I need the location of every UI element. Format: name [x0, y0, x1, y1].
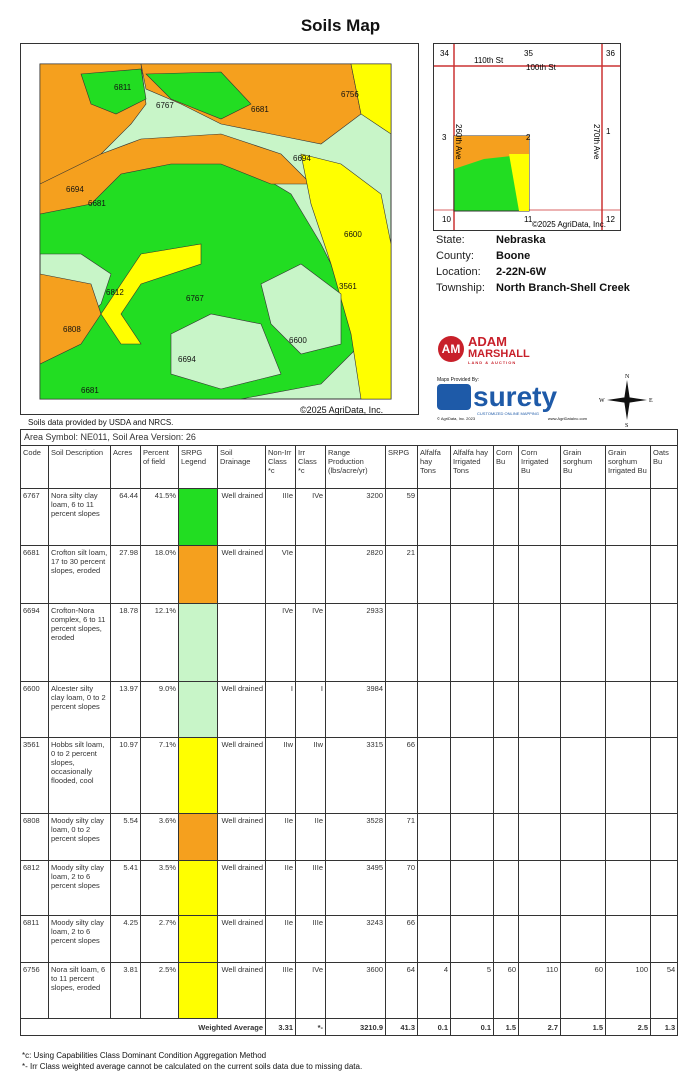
weighted-irr: *- — [296, 1019, 326, 1036]
weighted-range: 3210.9 — [326, 1019, 386, 1036]
crop-yield — [561, 546, 606, 604]
column-header: Percent of field — [141, 446, 179, 489]
non-irr-class: IIe — [266, 916, 296, 963]
srpg-legend-swatch — [179, 963, 218, 1019]
crop-yield — [606, 489, 651, 546]
crop-yield — [651, 738, 678, 814]
section-number: 35 — [524, 49, 533, 58]
irr-class: IVe — [296, 604, 326, 682]
soil-drainage: Well drained — [218, 861, 266, 916]
irr-class: IIw — [296, 738, 326, 814]
weighted-average-label: Weighted Average — [21, 1019, 266, 1036]
non-irr-class: IVe — [266, 604, 296, 682]
info-value: 2-22N-6W — [496, 266, 547, 278]
soil-code: 6600 — [21, 682, 49, 738]
srpg-legend-swatch — [179, 682, 218, 738]
table-row — [21, 814, 678, 861]
range-production: 3600 — [326, 963, 386, 1019]
logo-text: LAND & AUCTION — [468, 360, 517, 365]
surety-logo — [437, 377, 587, 421]
crop-yield — [494, 916, 519, 963]
srpg-legend-swatch — [179, 604, 218, 682]
soil-code: 6811 — [21, 916, 49, 963]
crop-yield — [651, 546, 678, 604]
range-production: 3984 — [326, 682, 386, 738]
weighted-crop-yield: 1.3 — [651, 1019, 678, 1036]
map-label: 6767 — [186, 294, 204, 303]
section-number: 34 — [440, 49, 449, 58]
range-production: 3200 — [326, 489, 386, 546]
column-header: SRPG Legend — [179, 446, 218, 489]
table-row — [21, 489, 678, 546]
section-number: 2 — [526, 133, 531, 142]
location-inset-map — [433, 43, 621, 231]
crop-yield: 5 — [451, 963, 494, 1019]
crop-yield — [519, 682, 561, 738]
irr-class: IIIe — [296, 861, 326, 916]
info-label: Location: — [436, 266, 481, 278]
acres: 18.78 — [111, 604, 141, 682]
soil-description: Nora silt loam, 6 to 11 percent slopes, eroded — [49, 963, 111, 1019]
crop-yield — [451, 546, 494, 604]
section-number: 12 — [606, 215, 615, 224]
irr-class: IIe — [296, 814, 326, 861]
road-label: 110th St — [474, 56, 504, 65]
column-header: Oats Bu — [651, 446, 678, 489]
crop-yield — [494, 546, 519, 604]
column-header: Grain sorghum Irrigated Bu — [606, 446, 651, 489]
info-label: State: — [436, 234, 465, 246]
crop-yield — [606, 861, 651, 916]
soil-drainage — [218, 604, 266, 682]
soils-map-page: Soils Map 6811 6767 6681 6756 6694 6694 6681 6600 3561 6812 6767 6808 6694 6600 6681 ©2025 AgriData, Inc. 34 35 36 3 2 1 10 11 12 110th St 100th St 260th Ave 270th Ave ©2025 AgriData, Inc. State: Nebraska County: Boone Location: 2-22N-6W Township: North Branch-Shell Creek AM ADAM MARSHALL LAND & AUCTION Maps Provided By: surety CUSTOMIZED ONLINE MAPPING © AgriData, Inc. 2023 www.AgriDataInc.com N S W E Soils data provided by USDA and NRCS. Area Symbol: NE011, Soil Area Version: 26 Code Soil Description Acres Percent of field SRPG Legend Soil Drainage Non-Irr Class *c Irr Class *c Range Production (lbs/acre/yr) SRPG Alfalfa hay Tons Alfalfa hay Irrigated Tons Corn Bu Corn Irrigated Bu Grain sorghum Bu Grain sorghum Irrigated Bu Oats Bu 6767 Nora silty clay loam, 6 to 11 percent slopes 64.44 41.5% Well drained IIIe IVe 3200 59 6681 Crofton silt loam, 17 to 30 percent slopes, eroded 27.98 18.0% Well drained VIe 2820 21 6694 Crofton-Nora complex, 6 to 11 percent slopes, eroded 18.78 12.1% IVe IVe 2933 6600 Alcester silty clay loam, 0 to 2 percent slopes 13.97 9.0% Well drained I I 3984 3561 Hobbs silt loam, 0 to 2 percent slopes, occasionally flooded, cool 10.97 7.1% Well drained IIw IIw 3315 66 6808 Moody silty clay loam, 0 to 2 percent slopes 5.54 3.6% Well drained IIe IIe 3528 71 6812 Moody silty clay loam, 2 to 6 percent slopes 5.41 3.5% Well drained IIe IIIe 3495 70 6811 Moody silty clay loam, 2 to 6 percent slopes 4.25 2.7% Well drained IIe IIIe 3243 66 6756 Nora silt loam, 6 to 11 percent slopes, eroded 3.81 2.5% Well drained IIIe IVe 3600 64 4 5 60 110 60 100 54 Weighted Average 3.31 *- 3210.9 41.3 0.1 0.1 1.5 2.7 1.5 2.5 1.3 *c: Using Capabilities Class Dominant Condition Aggregation Method *- Irr Class weighted average cannot be calculated on the current soils data due to missing data. — [0, 0, 681, 1080]
logo-text: Maps Provided By: — [437, 377, 479, 383]
soil-description: Hobbs silt loam, 0 to 2 percent slopes, occasionally flooded, cool — [49, 738, 111, 814]
crop-yield — [418, 738, 451, 814]
map-label: 6694 — [178, 355, 196, 364]
weighted-crop-yield: 2.5 — [606, 1019, 651, 1036]
footnotes — [22, 1050, 362, 1072]
crop-yield — [418, 916, 451, 963]
crop-yield — [651, 814, 678, 861]
soil-description: Moody silty clay loam, 2 to 6 percent slopes — [49, 916, 111, 963]
percent-of-field: 7.1% — [141, 738, 179, 814]
crop-yield — [651, 604, 678, 682]
crop-yield — [561, 814, 606, 861]
map-label: 6600 — [344, 230, 362, 239]
crop-yield — [451, 916, 494, 963]
srpg: 59 — [386, 489, 418, 546]
crop-yield — [561, 861, 606, 916]
srpg — [386, 604, 418, 682]
acres: 4.25 — [111, 916, 141, 963]
percent-of-field: 12.1% — [141, 604, 179, 682]
crop-yield — [451, 682, 494, 738]
column-header: Alfalfa hay Tons — [418, 446, 451, 489]
soil-description: Alcester silty clay loam, 0 to 2 percent slopes — [49, 682, 111, 738]
crop-yield — [561, 682, 606, 738]
logo-text: surety — [473, 381, 558, 412]
weighted-average-row — [21, 1019, 678, 1036]
info-value: Nebraska — [496, 234, 546, 246]
location-info — [436, 232, 630, 296]
logo-text: MARSHALL — [468, 348, 530, 360]
column-header: Irr Class *c — [296, 446, 326, 489]
percent-of-field: 2.7% — [141, 916, 179, 963]
weighted-crop-yield: 1.5 — [494, 1019, 519, 1036]
range-production: 3315 — [326, 738, 386, 814]
crop-yield — [418, 604, 451, 682]
compass-letter: S — [625, 423, 629, 428]
crop-yield — [418, 814, 451, 861]
crop-yield — [651, 489, 678, 546]
crop-yield — [519, 916, 561, 963]
percent-of-field: 3.6% — [141, 814, 179, 861]
crop-yield: 100 — [606, 963, 651, 1019]
soils-table — [20, 429, 678, 1036]
info-label: County: — [436, 250, 474, 262]
map-label: 3561 — [339, 282, 357, 291]
soil-drainage: Well drained — [218, 489, 266, 546]
weighted-crop-yield: 1.5 — [561, 1019, 606, 1036]
srpg: 71 — [386, 814, 418, 861]
crop-yield — [606, 604, 651, 682]
column-header: Corn Irrigated Bu — [519, 446, 561, 489]
acres: 10.97 — [111, 738, 141, 814]
crop-yield — [519, 489, 561, 546]
footnote: *- Irr Class weighted average cannot be calculated on the current soils data due to missing data. — [22, 1062, 363, 1071]
irr-class: IVe — [296, 963, 326, 1019]
srpg-legend-swatch — [179, 738, 218, 814]
column-header: Grain sorghum Bu — [561, 446, 606, 489]
table-row — [21, 916, 678, 963]
range-production: 3495 — [326, 861, 386, 916]
crop-yield — [651, 682, 678, 738]
range-production: 2820 — [326, 546, 386, 604]
info-label: Township: — [436, 282, 485, 294]
footnote: *c: Using Capabilities Class Dominant Condition Aggregation Method — [22, 1051, 267, 1060]
map-label: 6767 — [156, 101, 174, 110]
inset-copyright: ©2025 AgriData, Inc. — [532, 220, 606, 229]
road-label: 100th St — [526, 63, 556, 72]
percent-of-field: 3.5% — [141, 861, 179, 916]
crop-yield — [561, 916, 606, 963]
compass-rose-icon — [597, 372, 657, 433]
soil-drainage: Well drained — [218, 546, 266, 604]
acres: 3.81 — [111, 963, 141, 1019]
logo-text: www.AgriDataInc.com — [547, 416, 587, 421]
soil-code: 6767 — [21, 489, 49, 546]
soil-description: Moody silty clay loam, 2 to 6 percent slopes — [49, 861, 111, 916]
srpg-legend-swatch — [179, 814, 218, 861]
soil-code: 6694 — [21, 604, 49, 682]
soils-map-drawing — [21, 44, 418, 414]
crop-yield — [418, 682, 451, 738]
crop-yield — [606, 738, 651, 814]
percent-of-field: 9.0% — [141, 682, 179, 738]
non-irr-class: VIe — [266, 546, 296, 604]
srpg-legend-swatch — [179, 489, 218, 546]
column-header: Range Production (lbs/acre/yr) — [326, 446, 386, 489]
range-production: 3243 — [326, 916, 386, 963]
logo-text: © AgriData, Inc. 2023 — [437, 416, 476, 421]
column-header: Alfalfa hay Irrigated Tons — [451, 446, 494, 489]
column-header: Non-Irr Class *c — [266, 446, 296, 489]
crop-yield — [561, 489, 606, 546]
crop-yield — [451, 861, 494, 916]
crop-yield — [519, 546, 561, 604]
non-irr-class: IIIe — [266, 963, 296, 1019]
column-header: Soil Description — [49, 446, 111, 489]
map-label: 6808 — [63, 325, 81, 334]
road-label: 260th Ave — [454, 124, 463, 160]
crop-yield — [451, 738, 494, 814]
road-label: 270th Ave — [592, 124, 601, 160]
table-row — [21, 738, 678, 814]
non-irr-class: IIIe — [266, 489, 296, 546]
soil-code: 3561 — [21, 738, 49, 814]
percent-of-field: 18.0% — [141, 546, 179, 604]
inset-drawing — [434, 44, 620, 230]
crop-yield: 4 — [418, 963, 451, 1019]
srpg: 66 — [386, 738, 418, 814]
soil-drainage: Well drained — [218, 682, 266, 738]
crop-yield: 54 — [651, 963, 678, 1019]
crop-yield — [494, 682, 519, 738]
non-irr-class: IIe — [266, 814, 296, 861]
srpg: 64 — [386, 963, 418, 1019]
srpg-legend-swatch — [179, 916, 218, 963]
page-title: Soils Map — [300, 16, 381, 35]
weighted-srpg: 41.3 — [386, 1019, 418, 1036]
soil-code: 6812 — [21, 861, 49, 916]
percent-of-field: 2.5% — [141, 963, 179, 1019]
acres: 64.44 — [111, 489, 141, 546]
soil-description: Crofton-Nora complex, 6 to 11 percent slopes, eroded — [49, 604, 111, 682]
soil-drainage: Well drained — [218, 916, 266, 963]
soil-description: Crofton silt loam, 17 to 30 percent slopes, eroded — [49, 546, 111, 604]
crop-yield — [418, 546, 451, 604]
logo-text: ADAM — [468, 334, 507, 349]
map-copyright: ©2025 AgriData, Inc. — [300, 405, 384, 415]
table-row — [21, 963, 678, 1019]
crop-yield — [519, 604, 561, 682]
acres: 5.54 — [111, 814, 141, 861]
crop-yield — [451, 489, 494, 546]
crop-yield — [451, 814, 494, 861]
irr-class — [296, 546, 326, 604]
soil-drainage: Well drained — [218, 738, 266, 814]
map-label: 6681 — [88, 199, 106, 208]
soil-drainage: Well drained — [218, 814, 266, 861]
section-number: 36 — [606, 49, 615, 58]
logo-text: CUSTOMIZED ONLINE MAPPING — [477, 411, 539, 416]
section-number: 10 — [442, 215, 451, 224]
crop-yield: 60 — [494, 963, 519, 1019]
soil-code: 6756 — [21, 963, 49, 1019]
soil-drainage: Well drained — [218, 963, 266, 1019]
crop-yield — [418, 489, 451, 546]
map-label: 6600 — [289, 336, 307, 345]
crop-yield: 60 — [561, 963, 606, 1019]
crop-yield — [494, 489, 519, 546]
map-label: 6681 — [81, 386, 99, 395]
table-row — [21, 682, 678, 738]
weighted-non-irr: 3.31 — [266, 1019, 296, 1036]
srpg: 70 — [386, 861, 418, 916]
column-header: Acres — [111, 446, 141, 489]
column-header: Soil Drainage — [218, 446, 266, 489]
acres: 13.97 — [111, 682, 141, 738]
map-label: 6811 — [114, 83, 132, 92]
non-irr-class: I — [266, 682, 296, 738]
percent-of-field: 41.5% — [141, 489, 179, 546]
crop-yield — [651, 916, 678, 963]
section-number: 3 — [442, 133, 447, 142]
crop-yield — [606, 546, 651, 604]
srpg: 66 — [386, 916, 418, 963]
soil-code: 6808 — [21, 814, 49, 861]
column-header: Corn Bu — [494, 446, 519, 489]
crop-yield — [561, 604, 606, 682]
crop-yield — [519, 738, 561, 814]
section-number: 1 — [606, 127, 611, 136]
soil-description: Moody silty clay loam, 0 to 2 percent slopes — [49, 814, 111, 861]
range-production: 2933 — [326, 604, 386, 682]
irr-class: IIIe — [296, 916, 326, 963]
section-number: 11 — [524, 215, 533, 224]
map-label: 6756 — [341, 90, 359, 99]
acres: 5.41 — [111, 861, 141, 916]
column-header: Code — [21, 446, 49, 489]
crop-yield — [606, 916, 651, 963]
crop-yield — [519, 861, 561, 916]
crop-yield — [494, 814, 519, 861]
map-label: 6694 — [293, 154, 311, 163]
compass-letter: N — [625, 374, 630, 380]
crop-yield — [494, 861, 519, 916]
map-label: 6812 — [106, 288, 124, 297]
srpg-legend-swatch — [179, 861, 218, 916]
soil-code: 6681 — [21, 546, 49, 604]
crop-yield — [494, 604, 519, 682]
map-label: 6681 — [251, 105, 269, 114]
data-source-note: Soils data provided by USDA and NRCS. — [28, 418, 174, 427]
weighted-crop-yield: 2.7 — [519, 1019, 561, 1036]
crop-yield — [519, 814, 561, 861]
range-production: 3528 — [326, 814, 386, 861]
info-value: North Branch-Shell Creek — [496, 282, 630, 294]
crop-yield — [606, 682, 651, 738]
crop-yield — [494, 738, 519, 814]
irr-class: IVe — [296, 489, 326, 546]
info-value: Boone — [496, 250, 531, 262]
crop-yield — [418, 861, 451, 916]
srpg — [386, 682, 418, 738]
irr-class: I — [296, 682, 326, 738]
compass-letter: W — [599, 398, 605, 404]
table-row — [21, 861, 678, 916]
acres: 27.98 — [111, 546, 141, 604]
area-symbol: Area Symbol: NE011, Soil Area Version: 26 — [21, 430, 678, 446]
crop-yield — [561, 738, 606, 814]
soil-description: Nora silty clay loam, 6 to 11 percent slopes — [49, 489, 111, 546]
table-row — [21, 604, 678, 682]
table-row — [21, 546, 678, 604]
column-header: SRPG — [386, 446, 418, 489]
non-irr-class: IIw — [266, 738, 296, 814]
crop-yield: 110 — [519, 963, 561, 1019]
map-label: 6694 — [66, 185, 84, 194]
crop-yield — [651, 861, 678, 916]
compass-letter: E — [649, 398, 653, 404]
soils-map — [20, 43, 419, 415]
weighted-crop-yield: 0.1 — [418, 1019, 451, 1036]
crop-yield — [451, 604, 494, 682]
non-irr-class: IIe — [266, 861, 296, 916]
srpg: 21 — [386, 546, 418, 604]
crop-yield — [606, 814, 651, 861]
srpg-legend-swatch — [179, 546, 218, 604]
weighted-crop-yield: 0.1 — [451, 1019, 494, 1036]
